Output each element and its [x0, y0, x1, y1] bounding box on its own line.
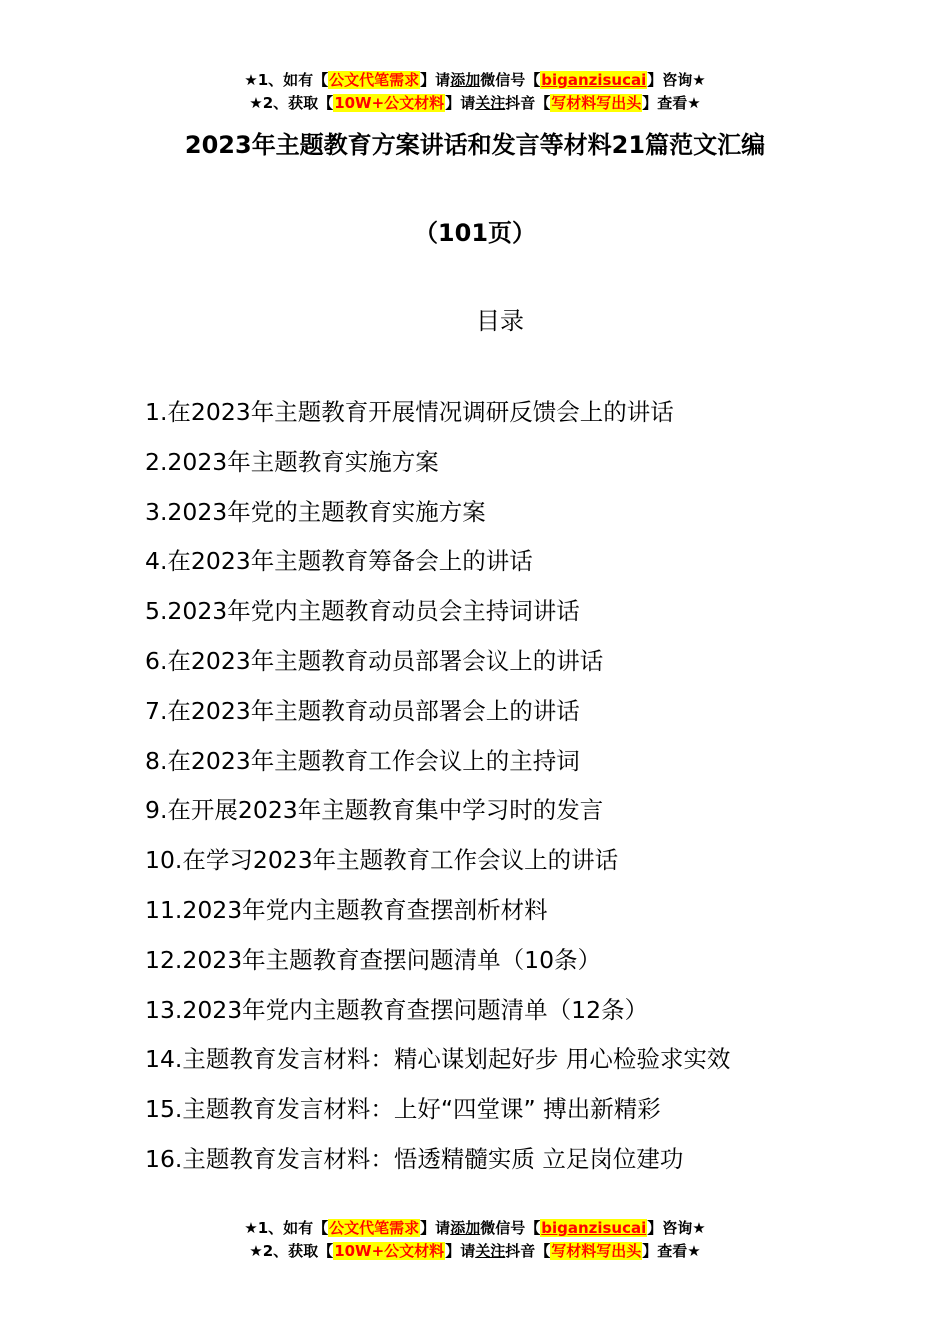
toc-item: 6.在2023年主题教育动员部署会议上的讲话 [145, 646, 604, 675]
banner-highlight: 10W+公文材料 [334, 94, 445, 112]
toc-item: 11.2023年党内主题教育查摆剖析材料 [145, 895, 548, 924]
toc-item: 13.2023年党内主题教育查摆问题清单（12条） [145, 995, 649, 1024]
banner-line-1 [0, 69, 950, 92]
banner-underlined-text: 添加 [450, 71, 481, 89]
toc-item: 12.2023年主题教育查摆问题清单（10条） [145, 945, 602, 974]
banner-highlight: 公文代笔需求 [329, 1219, 420, 1237]
banner-text: 】咨询★ [647, 71, 706, 89]
wechat-id-link[interactable]: biganzisucai [541, 71, 647, 89]
toc-item: 15.主题教育发言材料：上好“四堂课” 搏出新精彩 [145, 1095, 661, 1124]
document-page-count: （101页） [413, 219, 537, 247]
footer-banner [0, 1217, 950, 1263]
banner-line-2 [0, 1240, 950, 1263]
banner-highlight: 写材料写出头 [551, 1242, 642, 1260]
toc-item: 5.2023年党内主题教育动员会主持词讲话 [145, 597, 580, 626]
banner-highlight: 10W+公文材料 [334, 1242, 445, 1260]
banner-text: ★2、获取【 [249, 94, 334, 112]
header-banner [0, 69, 950, 115]
banner-text: ★1、如有【 [244, 71, 329, 89]
banner-line-1 [0, 1217, 950, 1240]
banner-underlined-text: 添加 [450, 1219, 481, 1237]
toc-item: 16.主题教育发言材料：悟透精髓实质 立足岗位建功 [145, 1144, 684, 1173]
banner-highlight: 公文代笔需求 [329, 71, 420, 89]
banner-text: 微信号【 [480, 1219, 541, 1237]
wechat-id-link[interactable]: biganzisucai [541, 1219, 647, 1237]
toc-heading: 目录 [476, 307, 524, 335]
toc-item: 10.在学习2023年主题教育工作会议上的讲话 [145, 846, 619, 875]
banner-text: 】请 [445, 1242, 476, 1260]
document-title: 2023年主题教育方案讲话和发言等材料21篇范文汇编 [184, 131, 766, 159]
banner-underlined-text: 关注 [475, 1242, 506, 1260]
toc-item: 8.在2023年主题教育工作会议上的主持词 [145, 746, 580, 775]
banner-text: 】请 [420, 1219, 451, 1237]
banner-text: 】请 [445, 94, 476, 112]
toc-item: 14.主题教育发言材料：精心谋划起好步 用心检验求实效 [145, 1045, 731, 1074]
toc-item: 9.在开展2023年主题教育集中学习时的发言 [145, 796, 604, 825]
banner-text: 抖音【 [505, 94, 551, 112]
banner-highlight: 写材料写出头 [551, 94, 642, 112]
toc-item: 2.2023年主题教育实施方案 [145, 447, 439, 476]
banner-text: ★1、如有【 [244, 1219, 329, 1237]
toc-item: 4.在2023年主题教育筹备会上的讲话 [145, 547, 533, 576]
banner-text: 】咨询★ [647, 1219, 706, 1237]
banner-text: 】查看★ [642, 1242, 701, 1260]
banner-text: ★2、获取【 [249, 1242, 334, 1260]
banner-text: 】查看★ [642, 94, 701, 112]
banner-text: 微信号【 [480, 71, 541, 89]
banner-line-2 [0, 92, 950, 115]
banner-underlined-text: 关注 [475, 94, 506, 112]
toc-item: 3.2023年党的主题教育实施方案 [145, 497, 486, 526]
banner-text: 】请 [420, 71, 451, 89]
banner-text: 抖音【 [505, 1242, 551, 1260]
toc-item: 1.在2023年主题教育开展情况调研反馈会上的讲话 [145, 398, 674, 426]
toc-item: 7.在2023年主题教育动员部署会上的讲话 [145, 696, 580, 725]
toc-list [145, 388, 730, 1185]
